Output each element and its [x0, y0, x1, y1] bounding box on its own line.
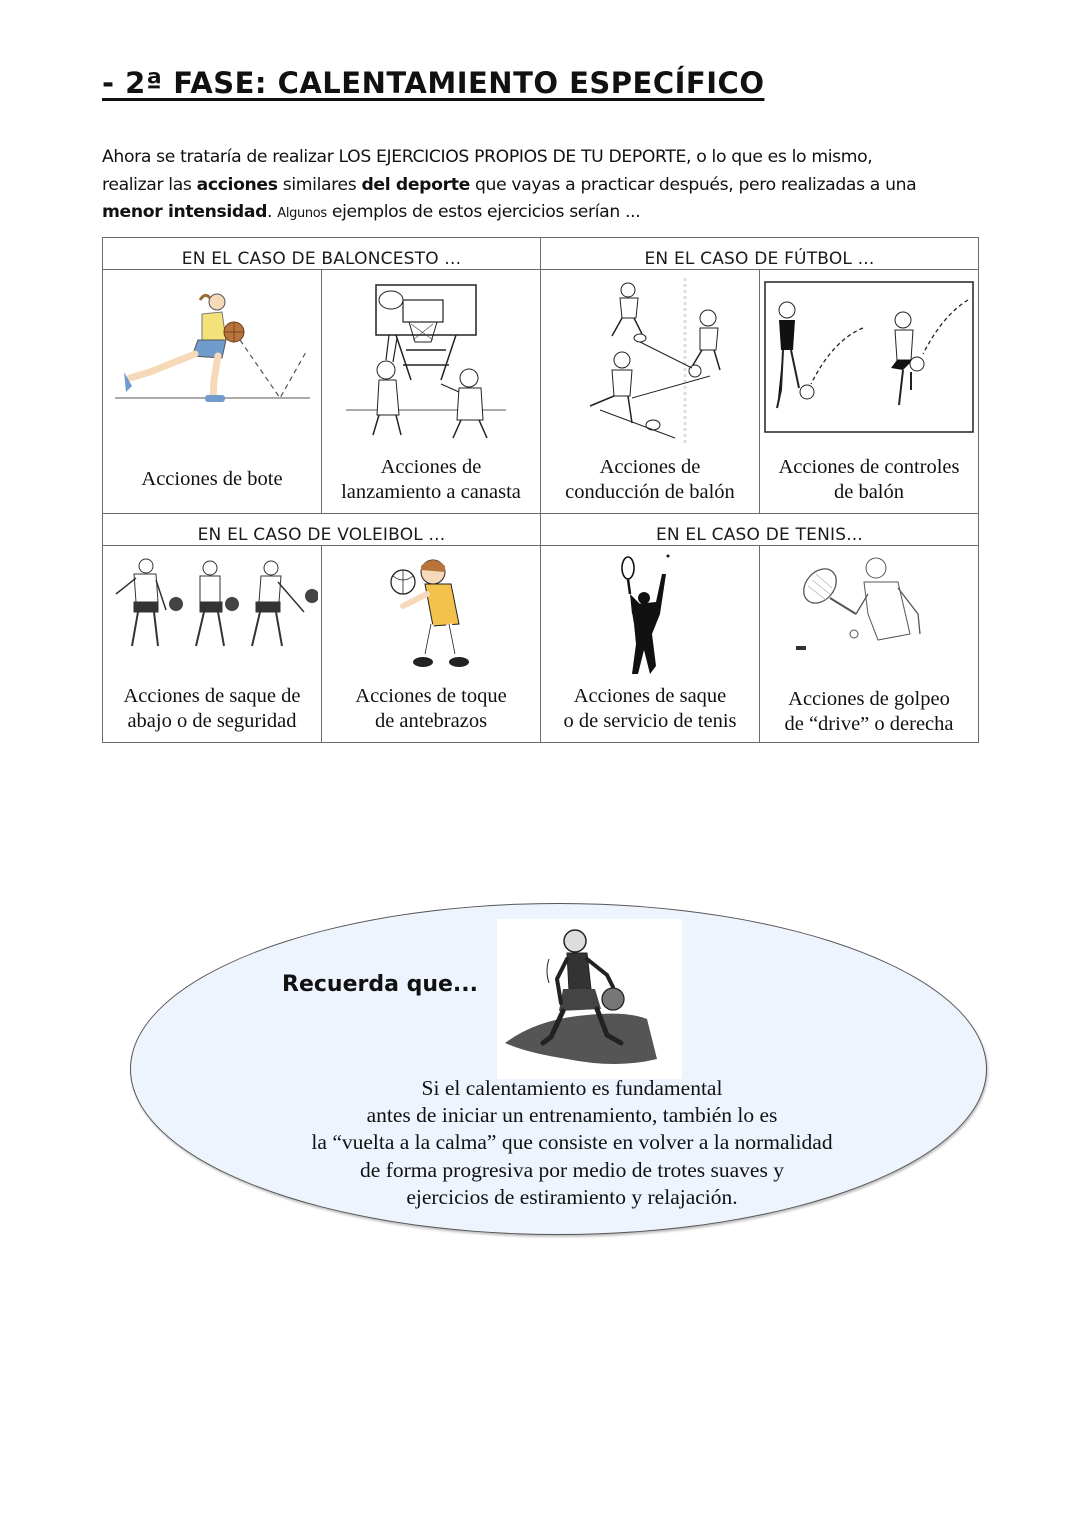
intro-text: similares	[277, 174, 362, 195]
cell-soccer-dribble	[541, 270, 760, 514]
reminder-line: Si el calentamiento es fundamental	[421, 1076, 723, 1100]
volleyball-forearm-pass-illustration	[381, 554, 481, 674]
intro-text-small: Algunos	[277, 206, 327, 221]
caption-line: de antebrazos	[374, 710, 488, 732]
header-voleibol: EN EL CASO DE VOLEIBOL ...	[103, 514, 541, 546]
reminder-heading: Recuerda que...	[282, 972, 478, 997]
caption-line: Acciones de	[380, 456, 482, 478]
basketball-shot-illustration	[341, 280, 521, 445]
intro-emphasis: del deporte	[361, 174, 470, 195]
intro-paragraph	[102, 144, 997, 228]
volleyball-underhand-serve-illustration	[106, 554, 318, 659]
sports-examples-table	[102, 237, 979, 743]
intro-line-1: Ahora se trataría de realizar LOS EJERCICIOS PROPIOS DE TU DEPORTE, o lo que es lo mismo,	[102, 147, 873, 167]
reminder-line: antes de iniciar un entrenamiento, también lo es	[366, 1103, 778, 1128]
caption-line: Acciones de bote	[141, 468, 283, 490]
caption-line: lanzamiento a canasta	[341, 481, 521, 503]
cell-tennis-serve	[541, 546, 760, 743]
intro-text: ejemplos de estos ejercicios serían ...	[326, 202, 641, 222]
intro-emphasis: menor intensidad	[102, 202, 268, 222]
intro-emphasis: acciones	[196, 174, 278, 195]
cell-basketball-shot	[322, 270, 541, 514]
header-futbol: EN EL CASO DE FÚTBOL ...	[541, 238, 979, 270]
caption-line: Acciones de	[599, 456, 701, 478]
basketball-dribble-illustration	[110, 280, 315, 415]
page-title: - 2ª FASE: CALENTAMIENTO ESPECÍFICO	[102, 66, 765, 100]
reminder-line: ejercicios de estiramiento y relajación.	[406, 1184, 738, 1209]
caption-line: Acciones de saque de	[123, 685, 301, 707]
reminder-line: de forma progresiva por medio de trotes suaves y	[360, 1157, 784, 1182]
caption-line: conducción de balón	[565, 481, 735, 503]
reminder-image	[497, 919, 682, 1079]
intro-text: .	[267, 202, 278, 222]
tennis-serve-silhouette	[600, 554, 700, 684]
caption-line: Acciones de toque	[355, 685, 507, 707]
basketball-player-cartoon	[497, 919, 682, 1079]
cell-volleyball-forearm-pass	[322, 546, 541, 743]
soccer-dribble-illustration	[560, 278, 740, 448]
cell-tennis-forehand	[760, 546, 979, 743]
header-tenis: EN EL CASO DE TENIS...	[541, 514, 979, 546]
caption-line: Acciones de golpeo	[788, 688, 950, 710]
soccer-ball-control-illustration	[763, 280, 975, 435]
cell-basketball-dribble	[103, 270, 322, 514]
cell-volleyball-serve	[103, 546, 322, 743]
caption-line: de “drive” o derecha	[784, 713, 954, 735]
caption-line: Acciones de saque	[573, 685, 727, 707]
caption-line: de balón	[833, 481, 905, 503]
tennis-forehand-illustration	[794, 554, 944, 664]
caption-line: o de servicio de tenis	[563, 710, 737, 732]
reminder-text	[230, 1075, 914, 1211]
caption-line: abajo o de seguridad	[127, 710, 297, 732]
reminder-line: la “vuelta a la calma” que consiste en volver a la normalidad	[311, 1130, 833, 1155]
cell-soccer-ball-control	[760, 270, 979, 514]
header-baloncesto: EN EL CASO DE BALONCESTO ...	[103, 238, 541, 270]
caption-line: Acciones de controles	[778, 456, 960, 478]
intro-text: que vayas a practicar después, pero realizadas a una	[469, 174, 917, 195]
intro-text: realizar las	[102, 174, 197, 195]
